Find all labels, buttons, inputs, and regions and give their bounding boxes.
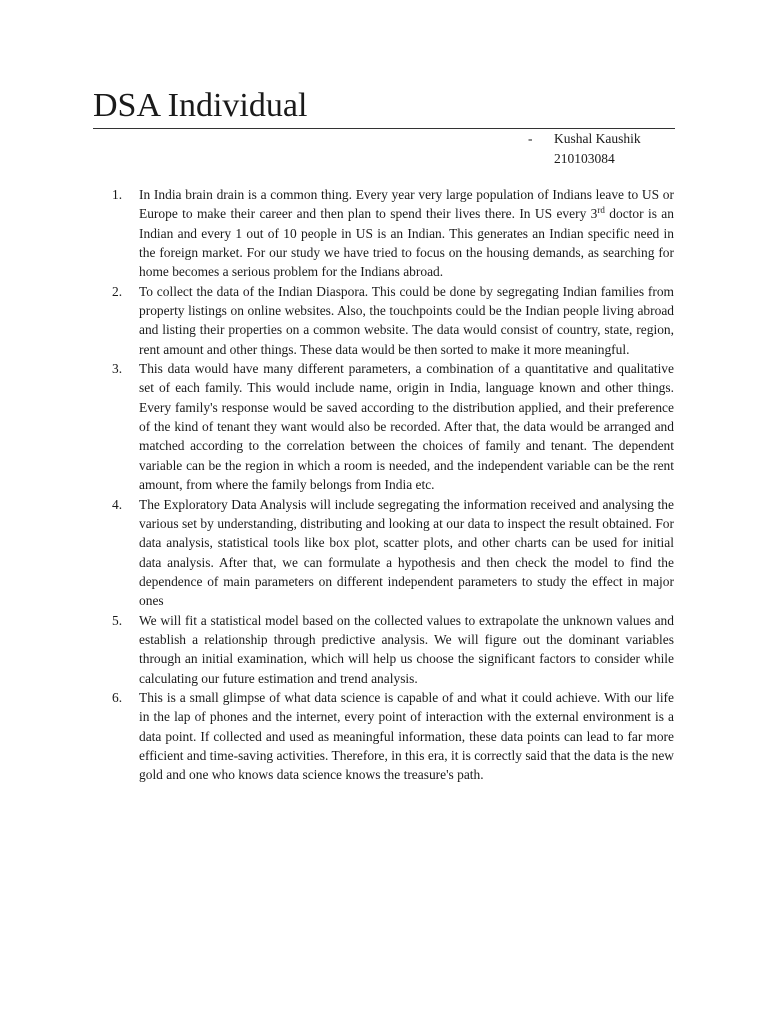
list-item [112, 611, 674, 688]
list-item-text: This data would have many different parameters, a combination of a quantitative and qualitative set of each family. This would include name, origin in India, language known and other things. Every family's response would be saved according to the distribution applied, and their preference of the kind of tenant they want would also be recorded. After that, the data would be arranged and matched according to the correlation between the choices of family and tenant. The dependent variable can be the region in which a room is needed, and the independent variable can be the rent amount, from where the family belongs from India etc. [139, 361, 674, 493]
author-name-row [528, 129, 641, 149]
author-name: Kushal Kaushik [554, 131, 641, 146]
author-dash: - [528, 131, 533, 146]
list-item-number: 3. [112, 361, 123, 377]
list-item-text: This is a small glimpse of what data science is capable of and what it could achieve. With our life in the lap of phones and the internet, every point of interaction with the external environment is a data point. If collected and used as meaningful information, these data points can lead to far more efficient and time-saving activities. Therefore, in this era, it is correctly said that the data is the new gold and one who knows data science knows the treasure's path. [139, 689, 674, 783]
list-item-text: To collect the data of the Indian Diaspora. This could be done by segregating Indian families from property listings on online websites. Also, the touchpoints could be the Indian people living abroad and listing their properties on a common website. The data would consist of country, state, region, rent amount and other things. These data would be then sorted to make it more meaningful. [139, 283, 674, 357]
list-item-number: 1. [112, 187, 123, 202]
list-item-number: 4. [112, 496, 123, 512]
ordinal-superscript: rd [597, 205, 605, 216]
list-item [112, 359, 674, 494]
list-item-text: The Exploratory Data Analysis will include segregating the information received and analysing the various set by understanding, distributing and looking at our data to inspect the result obtained. For data analysis, statistical tools like box plot, scatter plots, and other charts can be used for initial data analysis. After that, we can formulate a hypothesis and then check the model to find the dependence of main parameters on different independent parameters to study the effect in major ones [139, 496, 674, 609]
author-block [528, 129, 641, 168]
list-item-text: In India brain drain is a common thing. Every year very large population of Indians leave to US or Europe to make their career and then plan to spend their lives there. In US every 3rd doctor is an Indian and every 1 out of 10 people in US is an Indian. This generates an Indian specific need in the foreign market. For our study we have tried to focus on the housing demands, as searching for home becomes a serious problem for the Indians abroad. [139, 187, 674, 280]
author-id-row [528, 149, 641, 169]
numbered-list [112, 185, 674, 785]
author-id: 210103084 [554, 150, 615, 166]
list-item [112, 688, 674, 785]
list-item-number: 2. [112, 283, 123, 299]
document-title: DSA Individual [93, 87, 308, 124]
list-item-text: We will fit a statistical model based on the collected values to extrapolate the unknown values and establish a relationship through predictive analysis. We will figure out the dominant variables through an initial examination, which will help us choose the significant factors to consider while calculating our future estimation and trend analysis. [139, 612, 674, 686]
list-item [112, 282, 674, 359]
list-item-number: 5. [112, 612, 123, 628]
list-item-number: 6. [112, 689, 123, 705]
list-item [112, 185, 674, 282]
list-item [112, 495, 674, 611]
